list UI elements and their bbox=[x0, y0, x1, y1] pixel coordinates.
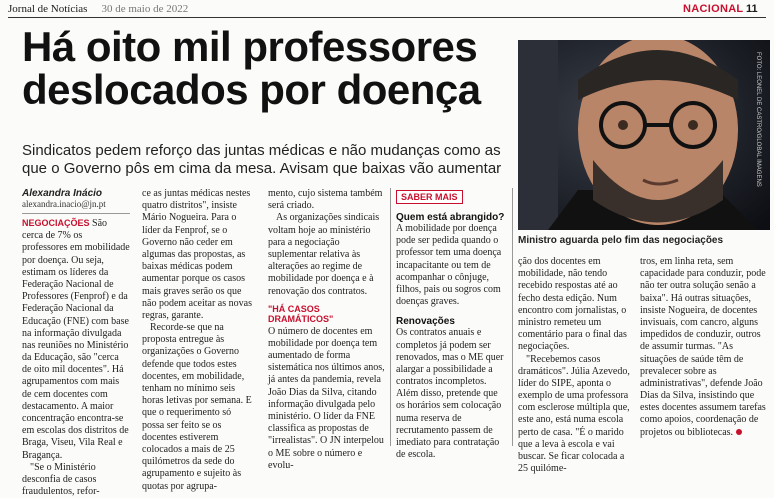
paragraph: ce as juntas médicas nestes quatro distritos", insiste Mário Nogueira. Para o líder da Fenprof, se o Governo não ceder em algumas das propostas, as baixas médicas podem aumentar porque os casos mais graves serão os que não podem aceitar as novas regras, garante. bbox=[142, 188, 252, 321]
question: Quem está abrangido? bbox=[396, 212, 505, 223]
kicker: NEGOCIAÇÕES bbox=[22, 218, 90, 228]
page-number: 11 bbox=[746, 3, 758, 15]
end-mark-icon bbox=[736, 429, 742, 435]
byline-author: Alexandra Inácio bbox=[22, 188, 103, 199]
header-rule bbox=[8, 17, 766, 18]
paragraph: ção dos docentes em mobilidade, não tendo recebido respostas até ao fecho desta edição. Num encontro com jornalistas, o ministro remeteu um comentário para o final das negociações. bbox=[518, 256, 627, 353]
column-divider bbox=[390, 188, 391, 446]
paragraph: O número de docentes em mobilidade por doença tem aumentado de forma sistemática nos últimos anos, já antes da pandemia, revela João Dias da Silva, citando informação divulgada pelo ministério. O líder da FNE classifica as propostas de "irrealistas". O JN interpelou o ME sobre o número e evolu- bbox=[268, 325, 385, 471]
headline: Há oito mil professores deslocados por doença bbox=[22, 23, 481, 113]
question: Renovações bbox=[396, 316, 455, 328]
paragraph: mento, cujo sistema também será criado. bbox=[268, 188, 383, 212]
column-3 bbox=[268, 188, 386, 472]
paragraph: Os contratos anuais e completos já podem ser renovados, mas o ME quer alargar a possibilidade a contratos incompletos. Além disso, pretende que os horários sem colocação numa reserva de recrutamento passem de imediato para contratação de escola. bbox=[396, 327, 504, 461]
paragraph: tros, em linha reta, sem capacidade para conduzir, pode não ter outra solução senão a baixa". Há outras situações, insiste Nogueira, de docentes invisuais, com cancro, alguns impedidos de conduzir, outros de assumir turmas. "As situações de saúde têm de prevalecer sobre as administrativas", defende João Dias da Silva, insistindo que estes docentes assumem tarefas como apoios, coordenação de projetos ou bibliotecas. bbox=[640, 256, 766, 438]
paragraph: As organizações sindicais voltam hoje ao ministério para a negociação suplementar relativa às alterações ao regime de mobilidade por doença e à renovação dos contratos. bbox=[268, 212, 380, 297]
paragraph: NEGOCIAÇÕES São cerca de 7% os professores em mobilidade por doença. Ou seja, estimam os líderes da Federação Nacional de Professores (Fenprof) e da Federação Nacional da Educação (FNE) com base na informação divulgada nas reuniões no Ministério da Educação, são "cerca de oito mil docentes". Há agrupamentos com mais de cem docentes com destacamento. A maior concentração encontra-se em escolas dos distritos de Braga, Viseu, Vila Real e Bragança. bbox=[22, 218, 130, 461]
paragraph: "Recebemos casos dramáticos". Júlia Azevedo, líder do SIPE, aponta o exemplo de uma professora com esclerose múltipla que, este ano, está numa escola perto de casa. "É o marido que a leva à escola e vai buscar. Se ficar colocada a 25 quilóme- bbox=[518, 353, 630, 475]
paragraph: Recorde-se que na proposta entregue às organizações o Governo defende que todos estes docentes, em mobilidade, tenham no mínimo seis horas letivas por semana. E que o requerimento só possa ser feito se os docentes estiverem colocados a mais de 25 quilómetros da sede do agrupamento e sujeito às quotas por agrupa- bbox=[142, 322, 252, 492]
article-photo bbox=[518, 40, 770, 230]
saber-mais-box bbox=[396, 212, 506, 461]
minister-portrait bbox=[518, 40, 770, 230]
photo-caption: Ministro aguarda pelo fim das negociações bbox=[518, 235, 724, 246]
masthead bbox=[8, 3, 188, 15]
section-name: NACIONAL bbox=[683, 3, 744, 15]
paragraph: A mobilidade por doença pode ser pedida quando o professor tem uma doença incapacitante ou tem de acompanhar o cônjuge, filhos, pais ou sogros com doenças graves. bbox=[396, 223, 502, 308]
issue-date: 30 de maio de 2022 bbox=[101, 3, 189, 15]
byline-email: alexandra.inacio@jn.pt bbox=[22, 199, 106, 209]
column-divider bbox=[512, 188, 513, 446]
column-2 bbox=[142, 188, 252, 493]
paragraph: "Se o Ministério desconfia de casos fraudulentos, refor- bbox=[22, 461, 100, 498]
column-6 bbox=[640, 256, 766, 439]
standfirst: Sindicatos pedem reforço das juntas médicas e não mudanças como as que o Governo pôs em cima da mesa. Avisam que baixas vão aumentar bbox=[22, 142, 502, 178]
column-5 bbox=[518, 256, 630, 475]
subheading: "HÁ CASOS DRAMÁTICOS" bbox=[268, 303, 334, 324]
photo-credit: FOTO: LEONEL DE CASTRO/GLOBAL IMAGENS bbox=[755, 52, 761, 187]
byline-rule bbox=[22, 213, 130, 214]
saber-mais-label: SABER MAIS bbox=[396, 190, 463, 204]
paper-name: Jornal de Notícias bbox=[8, 3, 88, 15]
